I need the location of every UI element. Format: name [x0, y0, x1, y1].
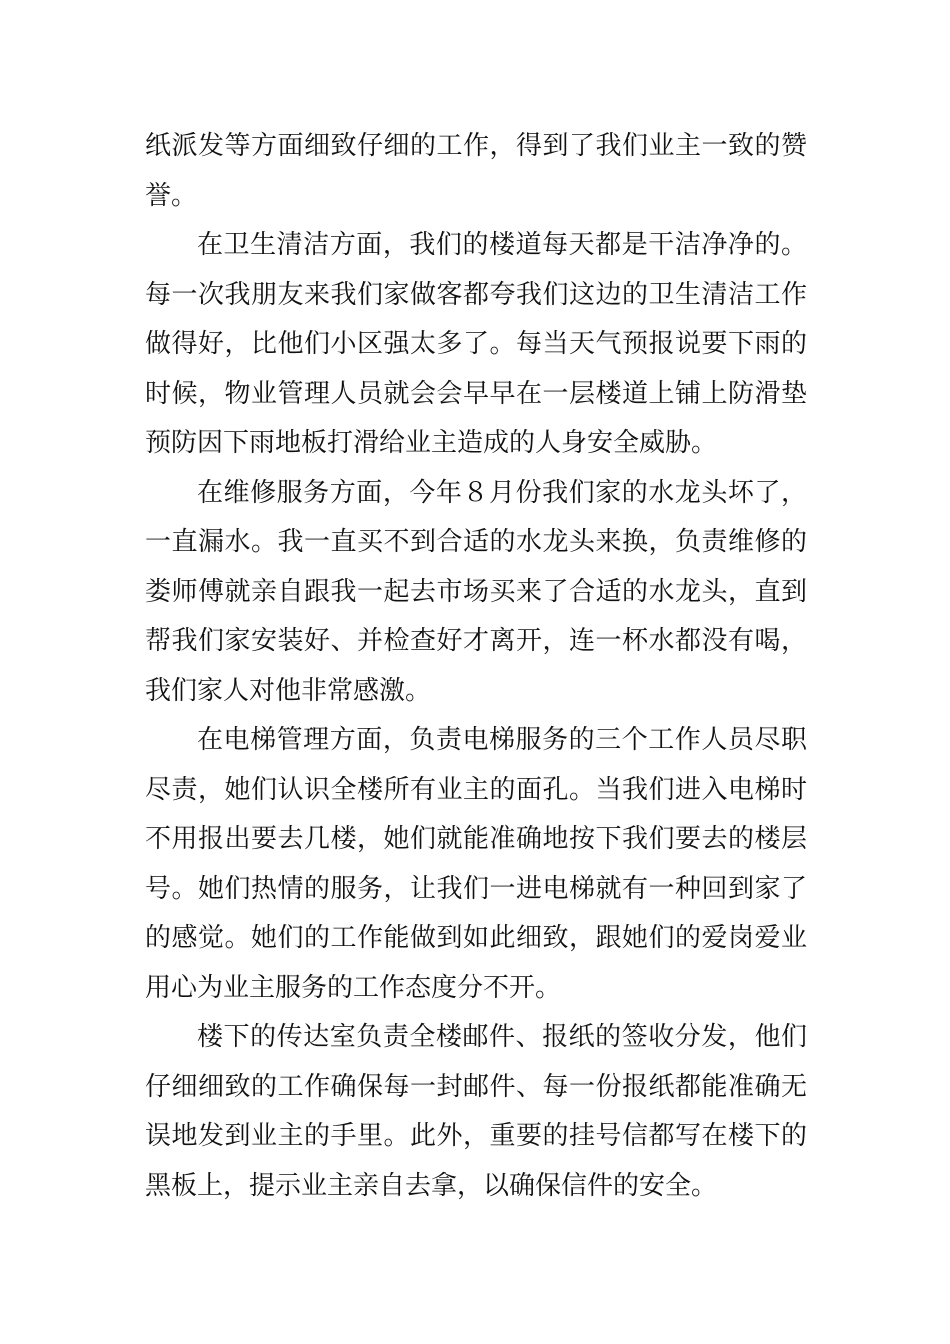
paragraph-maintenance: 在维修服务方面，今年８月份我们家的水龙头坏了，一直漏水。我一直买不到合适的水龙头来换，负责维修的娄师傅就亲自跟我一起去市场买来了合适的水龙头，直到帮我们家安装好、并检查好才离开，连一杯水都没有喝，我们家人对他非常感激。: [145, 477, 807, 706]
document-page: [145, 122, 807, 1211]
paragraph-mailroom: 楼下的传达室负责全楼邮件、报纸的签收分发，他们仔细细致的工作确保每一封邮件、每一份报纸都能准确无误地发到业主的手里。此外，重要的挂号信都写在楼下的黑板上，提示业主亲自去拿，以确保信件的安全。: [145, 1022, 807, 1201]
paragraph-sanitation: 在卫生清洁方面，我们的楼道每天都是干洁净净的。每一次我朋友来我们家做客都夸我们这边的卫生清洁工作做得好，比他们小区强太多了。每当天气预报说要下雨的时候，物业管理人员就会会早早在一层楼道上铺上防滑垫预防因下雨地板打滑给业主造成的人身安全威胁。: [145, 230, 807, 458]
paragraph-continued: 纸派发等方面细致仔细的工作，得到了我们业主一致的赞誉。: [145, 131, 807, 211]
paragraph-elevator: 在电梯管理方面，负责电梯服务的三个工作人员尽职尽责，她们认识全楼所有业主的面孔。当我们进入电梯时不用报出要去几楼，她们就能准确地按下我们要去的楼层号。她们热情的服务，让我们一进电梯就有一种回到家了的感觉。她们的工作能做到如此细致，跟她们的爱岗爱业用心为业主服务的工作态度分不开。: [145, 725, 807, 1003]
